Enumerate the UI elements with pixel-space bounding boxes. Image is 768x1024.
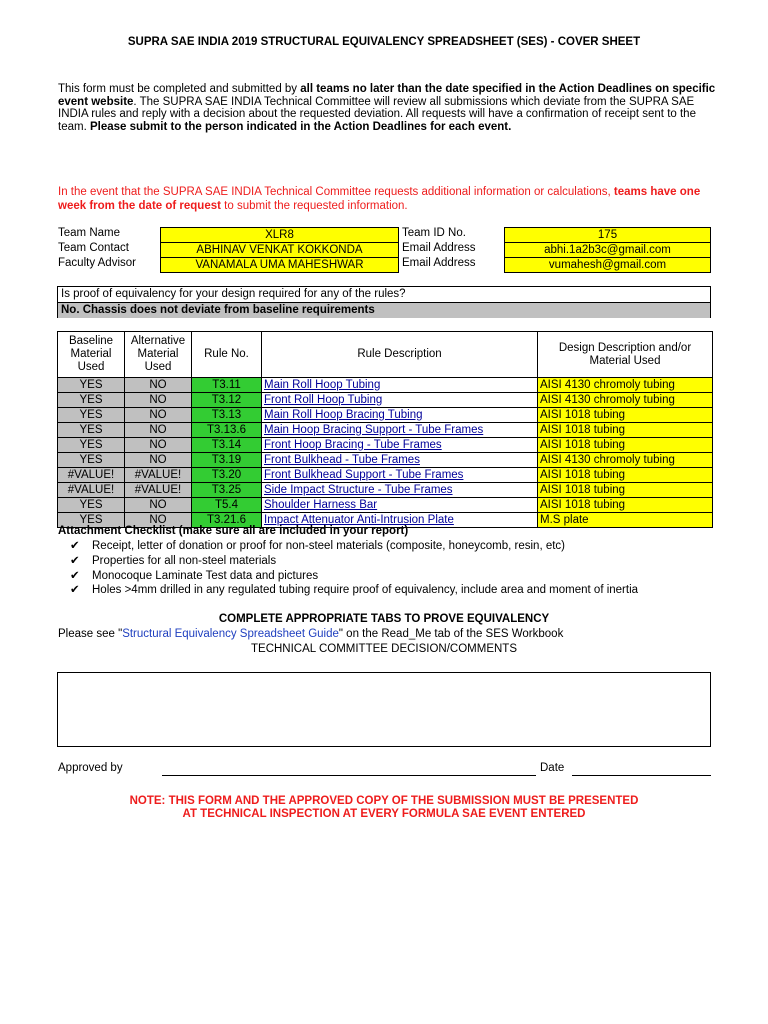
decision-heading: TECHNICAL COMMITTEE DECISION/COMMENTS — [251, 643, 517, 655]
rules-table — [57, 331, 713, 528]
table-row — [58, 468, 713, 483]
table-row — [58, 378, 713, 393]
material-cell[interactable]: M.S plate — [538, 513, 713, 528]
guide-suffix: " on the Read_Me tab of the SES Workbook — [338, 628, 564, 640]
intro-paragraph — [58, 83, 718, 133]
checklist-item-text: Monocoque Laminate Test data and pictures — [92, 570, 319, 582]
intro-bold-1: all teams no later than the date specified in the Action Deadlines on specific event website — [58, 83, 716, 108]
final-note-line-2: AT TECHNICAL INSPECTION AT EVERY FORMULA SAE EVENT ENTERED — [182, 808, 586, 820]
red-note-bold: teams have one week from the date of request — [58, 186, 701, 212]
table-row — [58, 408, 713, 423]
advisor-email-label: Email Address — [402, 257, 476, 269]
material-cell[interactable]: AISI 1018 tubing — [538, 438, 713, 453]
page-title: SUPRA SAE INDIA 2019 STRUCTURAL EQUIVALENCY SPREADSHEET (SES) - COVER SHEET — [127, 36, 641, 48]
rule-description-link[interactable]: Front Bulkhead Support - Tube Frames — [262, 468, 538, 483]
table-row — [58, 423, 713, 438]
alternative-cell: NO — [125, 393, 192, 408]
rule-description-link[interactable]: Front Hoop Bracing - Tube Frames — [262, 438, 538, 453]
header-baseline: Baseline Material Used — [58, 332, 125, 378]
rule-description-link[interactable]: Main Roll Hoop Bracing Tubing — [262, 408, 538, 423]
material-cell[interactable]: AISI 1018 tubing — [538, 483, 713, 498]
checkmark-icon: ✔ — [70, 584, 80, 596]
rule-description-link[interactable]: Main Roll Hoop Tubing — [262, 378, 538, 393]
table-row — [58, 483, 713, 498]
rule-no-cell: T3.14 — [192, 438, 262, 453]
material-cell[interactable]: AISI 4130 chromoly tubing — [538, 393, 713, 408]
date-line[interactable] — [572, 775, 711, 776]
checklist-item — [70, 569, 318, 584]
rule-no-cell: T3.21.6 — [192, 513, 262, 528]
header-rule-no: Rule No. — [192, 332, 262, 378]
header-rule-description: Rule Description — [262, 332, 538, 378]
equivalency-question: Is proof of equivalency for your design required for any of the rules? — [58, 287, 710, 303]
tabs-heading: COMPLETE APPROPRIATE TABS TO PROVE EQUIVALENCY — [218, 613, 550, 625]
red-note-text-1: In the event that the SUPRA SAE INDIA Technical Committee requests additional information or calculations, — [58, 186, 614, 198]
committee-comments-box[interactable] — [57, 672, 711, 747]
checklist-item — [70, 539, 565, 554]
rule-no-cell: T5.4 — [192, 498, 262, 513]
faculty-advisor-label: Faculty Advisor — [58, 257, 136, 269]
final-note — [0, 795, 768, 821]
baseline-cell: #VALUE! — [58, 468, 125, 483]
rule-description-link[interactable]: Front Bulkhead - Tube Frames — [262, 453, 538, 468]
baseline-cell: YES — [58, 438, 125, 453]
intro-text-2: . The SUPRA SAE INDIA Technical Committee will review all submissions which deviate from the SUPRA SAE INDIA rules and reply with a decision about the requested deviation. All requests will have a confirmation of receipt sent to the team. — [58, 95, 696, 133]
alternative-cell: NO — [125, 423, 192, 438]
alternative-cell: #VALUE! — [125, 483, 192, 498]
checkmark-icon: ✔ — [70, 555, 80, 567]
baseline-cell: YES — [58, 513, 125, 528]
checklist-item — [70, 554, 276, 569]
baseline-cell: YES — [58, 423, 125, 438]
checklist-title: Attachment Checklist (make sure all are included in your report) — [58, 525, 409, 537]
checklist-item-text: Receipt, letter of donation or proof for non-steel materials (composite, honeycomb, resin, etc) — [92, 540, 566, 552]
material-cell[interactable]: AISI 1018 tubing — [538, 423, 713, 438]
material-cell[interactable]: AISI 1018 tubing — [538, 498, 713, 513]
material-cell[interactable]: AISI 1018 tubing — [538, 468, 713, 483]
table-row — [58, 438, 713, 453]
contact-email-field[interactable]: abhi.1a2b3c@gmail.com — [504, 242, 711, 258]
baseline-cell: YES — [58, 393, 125, 408]
table-row — [58, 453, 713, 468]
rule-no-cell: T3.20 — [192, 468, 262, 483]
baseline-cell: YES — [58, 498, 125, 513]
final-note-line-1: NOTE: THIS FORM AND THE APPROVED COPY OF THE SUBMISSION MUST BE PRESENTED — [129, 795, 639, 807]
approved-by-label: Approved by — [58, 762, 123, 774]
equivalency-answer[interactable]: No. Chassis does not deviate from baseline requirements — [58, 303, 710, 318]
material-cell[interactable]: AISI 1018 tubing — [538, 408, 713, 423]
rule-description-link[interactable]: Side Impact Structure - Tube Frames — [262, 483, 538, 498]
alternative-cell: #VALUE! — [125, 468, 192, 483]
checklist-item-text: Properties for all non-steel materials — [92, 555, 277, 567]
rule-no-cell: T3.12 — [192, 393, 262, 408]
alternative-cell: NO — [125, 513, 192, 528]
guide-prefix: Please see " — [58, 628, 123, 640]
alternative-cell: NO — [125, 453, 192, 468]
header-alternative: Alternative Material Used — [125, 332, 192, 378]
table-row — [58, 393, 713, 408]
rule-no-cell: T3.25 — [192, 483, 262, 498]
deadline-note — [58, 185, 718, 213]
rule-no-cell: T3.13 — [192, 408, 262, 423]
alternative-cell: NO — [125, 438, 192, 453]
alternative-cell: NO — [125, 408, 192, 423]
rule-description-link[interactable]: Impact Attenuator Anti-Intrusion Plate — [262, 513, 538, 528]
checklist-item — [70, 583, 638, 598]
baseline-cell: #VALUE! — [58, 483, 125, 498]
team-contact-field[interactable]: ABHINAV VENKAT KOKKONDA — [160, 242, 399, 258]
intro-text-1: This form must be completed and submitted by — [58, 83, 301, 95]
header-material: Design Description and/or Material Used — [538, 332, 713, 378]
baseline-cell: YES — [58, 378, 125, 393]
team-id-field[interactable]: 175 — [504, 227, 711, 243]
approved-by-line[interactable] — [162, 775, 536, 776]
material-cell[interactable]: AISI 4130 chromoly tubing — [538, 453, 713, 468]
rule-no-cell: T3.13.6 — [192, 423, 262, 438]
rule-description-link[interactable]: Front Roll Hoop Tubing — [262, 393, 538, 408]
advisor-email-field[interactable]: vumahesh@gmail.com — [504, 257, 711, 273]
equivalency-question-box — [57, 286, 711, 318]
team-id-label: Team ID No. — [402, 227, 466, 239]
checklist-item-text: Holes >4mm drilled in any regulated tubing require proof of equivalency, include area and moment of inertia — [92, 584, 639, 596]
rule-description-link[interactable]: Shoulder Harness Bar — [262, 498, 538, 513]
contact-email-label: Email Address — [402, 242, 476, 254]
faculty-advisor-field[interactable]: VANAMALA UMA MAHESHWAR — [160, 257, 399, 273]
baseline-cell: YES — [58, 408, 125, 423]
checkmark-icon: ✔ — [70, 540, 80, 552]
guide-link[interactable]: Structural Equivalency Spreadsheet Guide — [122, 628, 339, 640]
baseline-cell: YES — [58, 453, 125, 468]
red-note-text-2: to submit the requested information. — [220, 200, 408, 212]
rule-no-cell: T3.11 — [192, 378, 262, 393]
team-contact-label: Team Contact — [58, 242, 129, 254]
intro-bold-2: Please submit to the person indicated in the Action Deadlines for each event. — [89, 120, 512, 133]
rule-description-link[interactable]: Main Hoop Bracing Support - Tube Frames — [262, 423, 538, 438]
alternative-cell: NO — [125, 498, 192, 513]
checkmark-icon: ✔ — [70, 570, 80, 582]
material-cell[interactable]: AISI 4130 chromoly tubing — [538, 378, 713, 393]
guide-reference — [58, 628, 563, 640]
table-header-row — [58, 332, 713, 378]
alternative-cell: NO — [125, 378, 192, 393]
date-label: Date — [540, 762, 565, 774]
table-row — [58, 498, 713, 513]
team-name-field[interactable]: XLR8 — [160, 227, 399, 243]
team-name-label: Team Name — [58, 227, 120, 239]
rule-no-cell: T3.19 — [192, 453, 262, 468]
